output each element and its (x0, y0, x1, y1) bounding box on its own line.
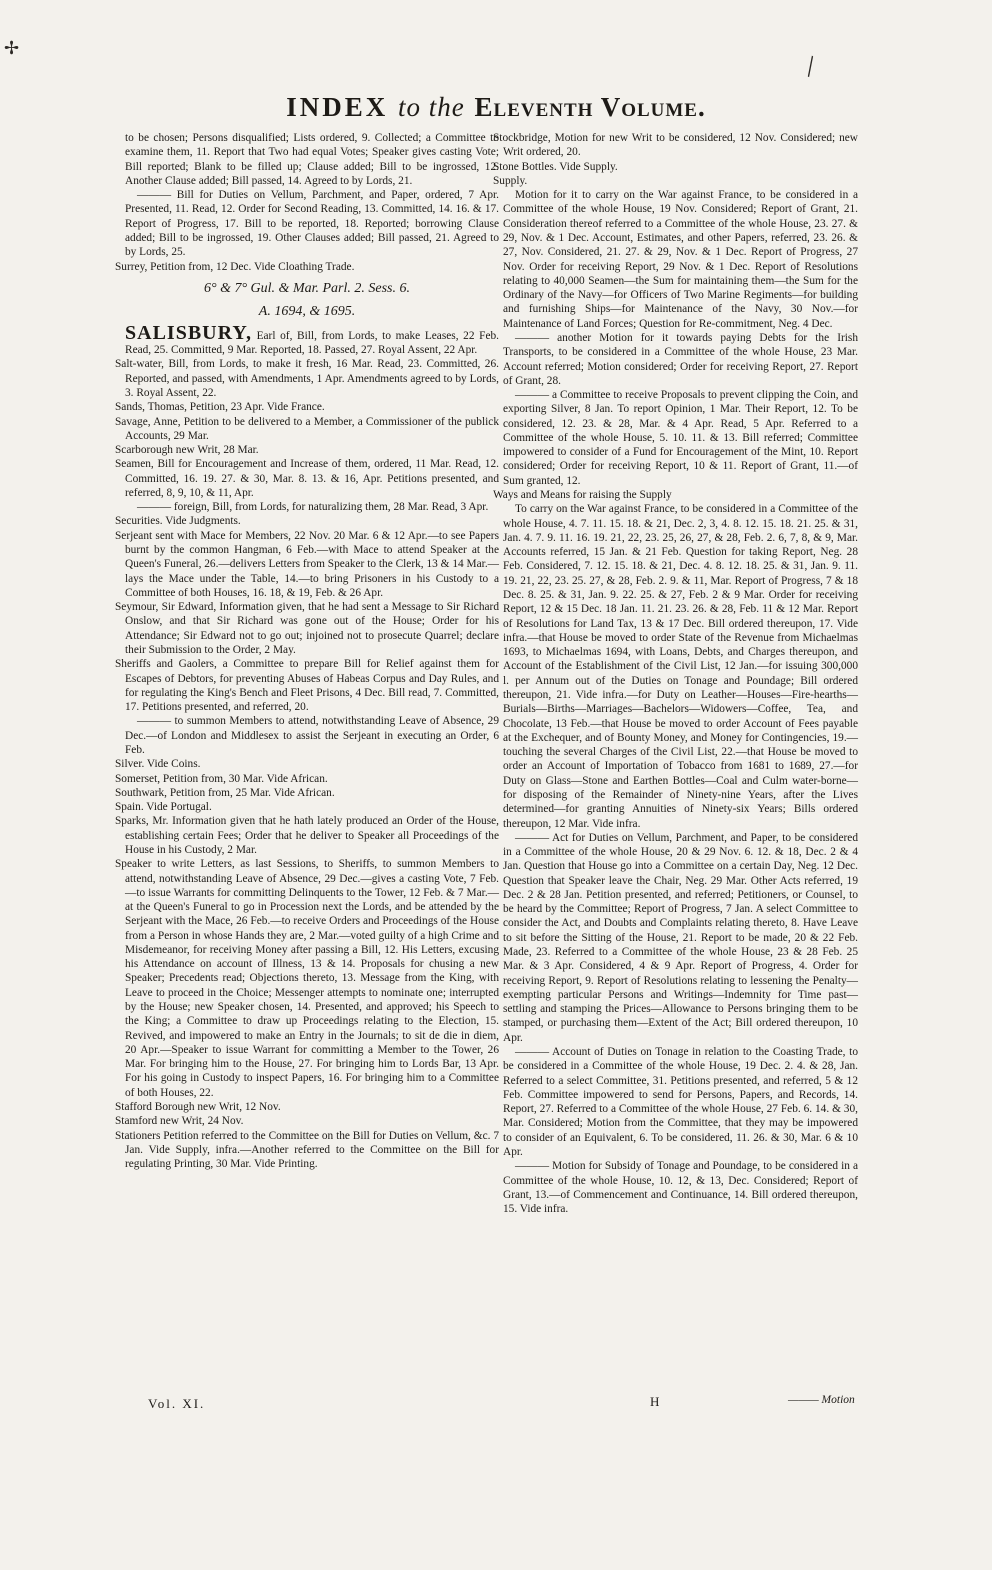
index-entry: ——— Act for Duties on Vellum, Parchment, and Paper, to be considered in a Committee of the whole House, 20 & 29 Nov. 6. 12. & 18, Dec. 2 & 4 Jan. Question that House go into a Committee on a certain Day, Neg. 12 Dec. Question that Speaker leave the Chair, Neg. 29 Mar. Other Acts referred, 19 Dec. 2 & 28 Jan. Petition presented, and referred; Petitioners, or Counsel, to be heard by the Committee; Report of Progress, 7 Jan. A select Committee to consider the Act, and Doubts and Complaints relating thereto, 8. Have Leave to sit before the Sitting of the House, 21. Report to be made, 20 & 22 Feb. Made, 23. Referred to a Committee of the whole House, 23 & 28 Feb. 25 Mar. & 3 Apr. Considered, 4 & 9 Apr. Report of Progress, 4. Order for receiving Report, 9. Report of Resolutions relating to lessening the Penalty—exempting particular Persons and Writings—Indemnity for Time past—settling and stamping the Prices—Allowance to Persons bringing them to be stamped, or purchasing them—Extent of the Act; Bill ordered thereupon, 10 Apr. (503, 831, 858, 1044)
index-entry: Seymour, Sir Edward, Information given, that he had sent a Message to Sir Richard Onslow, and that Sir Richard was gone out of the House; Order for his Attendance; Sir Edward not to go out; injoined not to prosecute Quarrel; declare their Submission to the Order, 2 May. (115, 601, 499, 656)
index-entry: Serjeant sent with Mace for Members, 22 Nov. 20 Mar. 6 & 12 Apr.—to see Papers burnt by the common Hangman, 6 Feb.—with Mace to attend Speaker at the Queen's Funeral, 26.—delivers Letters from Speaker to the Clerk, 13 & 14 Mar.—lays the Mace under the Table, 14.—to bring Prisoners in his Custody to a Committee of both Houses, 16. 18, & 19, Feb. & 26 Apr. (115, 529, 499, 599)
index-entry: Sands, Thomas, Petition, 23 Apr. Vide France. (115, 401, 325, 414)
right-column (493, 131, 858, 1216)
header-to-the: to the (398, 92, 465, 122)
signature-mark: H (650, 1394, 660, 1409)
entry-text: Earl of, Bill, from Lords, to make Leases, 22 Feb. Read, 25. Committed, 9 Mar. Reported, 18. Passed, 27. Royal Assent, 22 Apr. (125, 329, 499, 357)
index-entry: Stationers Petition referred to the Committee on the Bill for Duties on Vellum, &c. 7 Jan. Vide Supply, infra.—Another referred to the Committee on the Bill for regulating Printing, 30 Mar. Vide Printing. (115, 1129, 499, 1171)
index-entry: To carry on the War against France, to be considered in a Committee of the whole House, 4. 7. 11. 15. 18. & 21, Dec. 2, 3, 4. 8. 12. 15. 18. 21. 25. & 31, Jan. 4. 7. 9. 11. 16. 19. 21, 22, 23. 25, 26, 27, & 28, Feb. 2. 6, 7, 8, & 9, Mar. Accounts referred, 15 Jan. & 21 Feb. Question for taking Report, Neg. 28 Feb. Considered, 7. 12. 15. 18. & 21, Dec. 4. 8. 12. 18. 25. & 31, Jan. 9. 11. 19. 21, 22, 23. 25. 27, & 28, Feb. 2. 9. & 11, Mar. Report of Progress, 7 & 18 Dec. 8. 25. & 31, Jan. 9. 22. 25. & 27, Feb. 2 & 9 Mar. Order for receiving Report, 12 & 15 Dec. 18 Jan. 11. 21. 23. 26. & 28, Feb. 11 & 12 Mar. Report of Resolutions for Land Tax, 13 & 17 Dec. Bill ordered thereupon, 17. Vide infra.—that House be moved to order State of the Revenue from Michaelmas 1693, to Michaelmas 1694, with Loans, Debts, and Charges thereupon, and Account of the Establishment of the Civil List, 12 Jan.—for issuing 300,000 l. per Annum out of the Duties on Tonage and Poundage; Bill ordered thereupon, 21. Vide infra.—for Duty on Leather—Houses—Fire-hearths—Burials—Births—Marriages—Bachelors—Widowers—Coffee, Tea, and Chocolate, 13 Feb.—that House be moved to order Account of Fees payable at the Exchequer, and of Bounty Money, and Money for Contingencies, 19.—touching the several Charges of the Civil List, 22.—that House be moved to order an Account of Importation of Tobacco from 1681 to 1689, 27.—for Duty on Glass—Stone and Earthen Bottles—Coal and Culm water-borne—for disposing of the Remainder of Ninety-nine Years, after the Lives determined—for granting Annuities of Ninety-six Years; Bills ordered thereupon, 12 Mar. Vide infra. (503, 503, 858, 830)
index-entry: Salt-water, Bill, from Lords, to make it fresh, 16 Mar. Read, 23. Committed, 26. Reported, and passed, with Amendments, 1 Apr. Amendments agreed to by Lords, 3. Royal Assent, 22. (115, 358, 499, 399)
catchword: ——— Motion (788, 1394, 855, 1406)
header-volume: Eleventh Volume. (474, 92, 706, 122)
margin-mark-top-left: ✢ (4, 38, 20, 58)
index-entry: Spain. Vide Portugal. (115, 801, 212, 814)
index-entry: Surrey, Petition from, 12 Dec. Vide Cloathing Trade. (115, 260, 355, 273)
index-entry: Securities. Vide Judgments. (115, 515, 241, 528)
index-entry: ——— to summon Members to attend, notwithstanding Leave of Absence, 29 Dec.—of London and Middlesex to assist the Serjeant in executing an Order, 6 Feb. (125, 715, 499, 756)
index-entry: ——— Motion for Subsidy of Tonage and Poundage, to be considered in a Committee of the whole House, 10. 12, & 13, Dec. Considered; Report of Grant, 13.—of Commencement and Continuance, 14. Bill ordered thereupon, 15. Vide infra. (503, 1160, 858, 1216)
index-entry: Stone Bottles. Vide Supply. (493, 160, 618, 173)
index-entry: ——— another Motion for it towards paying Debts for the Irish Transports, to be considered in a Committee of the whole House, 23 Mar. Account referred; Motion considered; Order for receiving Report, 27. Report of Grant, 28. (503, 331, 858, 387)
index-entry: ——— a Committee to receive Proposals to prevent clipping the Coin, and exporting Silver, 8 Jan. To report Opinion, 1 Mar. Their Report, 12. To be considered, 12. 23. & 28, Mar. & 4 Apr. Read, 5 Apr. Referred to a Committee of the whole House, 5. 10. 11. & 13. Bill referred; Committee impowered to consider of a Fund for Encouragement of the Mint, 10. Report considered; Order for receiving Report, 10 & 11. Report of Grant, 11.—of Sum granted, 12. (503, 389, 858, 487)
index-entry: ——— foreign, Bill, from Lords, for naturalizing them, 28 Mar. Read, 3 Apr. (137, 501, 489, 514)
index-entry: Savage, Anne, Petition to be delivered to a Member, a Commissioner of the publick Accounts, 29 Mar. (115, 415, 499, 442)
margin-mark-top-right: \ (798, 50, 823, 83)
left-column (115, 131, 499, 1171)
index-entry: ——— Account of Duties on Tonage in relation to the Coasting Trade, to be considered in a Committee of the whole House, 19 Dec. 2. 4. & 28, Jan. Referred to a select Committee, 31. Petitions presented, and referred, 5 & 12 Feb. Committee impowered to send for Persons, Papers, and Records, 14. Report, 27. Referred to a Committee of the whole House, 27 Feb. 6. 14. & 30, Mar. Considered; Motion from the Committee, that they may be impowered to consider of an Equivalent, 6. To be considered, 11. 26. & 30, Mar. 6 & 10 Apr. (503, 1046, 858, 1158)
index-entry: Scarborough new Writ, 28 Mar. (115, 444, 259, 457)
index-entry: Sparks, Mr. Information given that he hath lately produced an Order of the House, establishing certain Fees; Order that he deliver to Speaker all Proceedings of the House in his Custody, 2 Mar. (115, 815, 499, 856)
index-entry: Stamford new Writ, 24 Nov. (115, 1115, 244, 1128)
index-entry: Motion for it to carry on the War against France, to be considered in a Committee of the whole House, 19 Nov. Considered; Report of Grant, 21. Consideration thereof referred to a Committee of the whole House, 23. 27. & 29, Nov. & 1 Dec. Account, Estimates, and other Papers, referred, 23. 26. & 27, Nov. Considered, 21. 27. & 29, Nov. & 1 Dec. Report of Progress, 27 Nov. Order for receiving Report, 29 Nov. & 1 Dec. Report of Resolutions relating to 40,000 Seamen—the Sum for maintaining them—the Sum for the Ordinary of the Navy—for Officers of Two Marine Regiments—for building and furnishing Ships—for Maintenance of the Navy, 30 Nov.—for Maintenance of Land Forces; Question for Re-commitment, Neg. 4 Dec. (503, 189, 858, 330)
index-entry: Silver. Vide Coins. (115, 758, 201, 771)
index-entry: Seamen, Bill for Encouragement and Increase of them, ordered, 11 Mar. Read, 12. Committed, 16. 19. 27. & 30, Mar. 8. 13. & 16, Apr. Petitions presented, and referred, 8, 9, 10, & 11, Apr. (115, 458, 499, 499)
index-entry (115, 321, 499, 358)
index-entry: to be chosen; Persons disqualified; Lists ordered, 9. Collected; a Committee to examine them, 11. Report that Two had equal Votes; Speaker gives casting Vote; Bill reported; Blank to be filled up; Clause added; Bill to be ingrossed, 12. Another Clause added; Bill passed, 14. Agreed to by Lords, 21. (125, 132, 499, 187)
section-heading: Supply. (493, 174, 528, 187)
session-heading: A. 1694, & 1695. (258, 303, 356, 319)
index-entry: Speaker to write Letters, as last Sessions, to Sheriffs, to summon Members to attend, notwithstanding Leave of Absence, 29 Dec.—gives a casting Vote, 7 Feb.—to issue Warrants for committing Delinquents to the Tower, 12 Feb. & 7 Mar.—at the Queen's Funeral to go in Procession next the Lords, and be attended by the Serjeant with the Mace, 26 Feb.—to receive Orders and Proceedings of the House from a Person in whose Hands they are, 2 Mar.—voted guilty of a high Crime and Misdemeanor, for receiving Money after passing a Bill, 12. His Letters, excusing his Attendance on account of Illness, 13 & 14. Proposals for chusing a new Speaker; Precedents read; Objections thereto, 13. Message from the King, with Leave to proceed in the Choice; Messenger attempts to nominate one; interrupted by the House; new Speaker chosen, 14. Presented, and approved; his Speech to the King; a Committee to draw up Proceedings relating to the Election, 15. Revived, and impowered to make an Entry in the Journals; to sit de die in diem, 20 Apr.—Speaker to issue Warrant for committing a Member to the Tower, 26 Mar. For bringing him to the House, 27. For bringing him to Lords Bar, 13 Apr. For his going in Custody to inspect Papers, 16. For bringing him to a Committee of both Houses, 22. (115, 858, 499, 1099)
volume-label: Vol. XI. (148, 1396, 206, 1411)
index-entry: Southwark, Petition from, 25 Mar. Vide African. (115, 786, 335, 799)
page-header (0, 92, 992, 123)
header-index: INDEX (286, 92, 389, 122)
entry-dropcap-heading: SALISBURY, (125, 321, 252, 344)
index-entry: Stafford Borough new Writ, 12 Nov. (115, 1101, 281, 1113)
index-entry: Somerset, Petition from, 30 Mar. Vide African. (115, 772, 328, 785)
index-entry: Sheriffs and Gaolers, a Committee to prepare Bill for Relief against them for Escapes of Debtors, for preventing Abuses of Habeas Corpus and Day Rules, and for regulating the King's Bench and Fleet Prisons, 4 Dec. Bill read, 7. Committed, 17. Petitions presented, and referred, 20. (115, 658, 499, 714)
section-heading: Ways and Means for raising the Supply (493, 489, 672, 502)
session-heading: 6° & 7° Gul. & Mar. Parl. 2. Sess. 6. (203, 280, 411, 296)
index-entry: ——— Bill for Duties on Vellum, Parchment, and Paper, ordered, 7 Apr. Presented, 11. Read, 12. Order for Second Reading, 13. Committed, 14. 16. & 17. Report of Progress, 17. Bill to be reported, 18. Reported; borrowing Clause added; Bill to be ingrossed, 19. Other Clauses added; Bill passed, 21. Agreed to by Lords, 25. (125, 189, 499, 259)
index-entry: Stockbridge, Motion for new Writ to be considered, 12 Nov. Considered; new Writ ordered, 20. (493, 132, 858, 159)
